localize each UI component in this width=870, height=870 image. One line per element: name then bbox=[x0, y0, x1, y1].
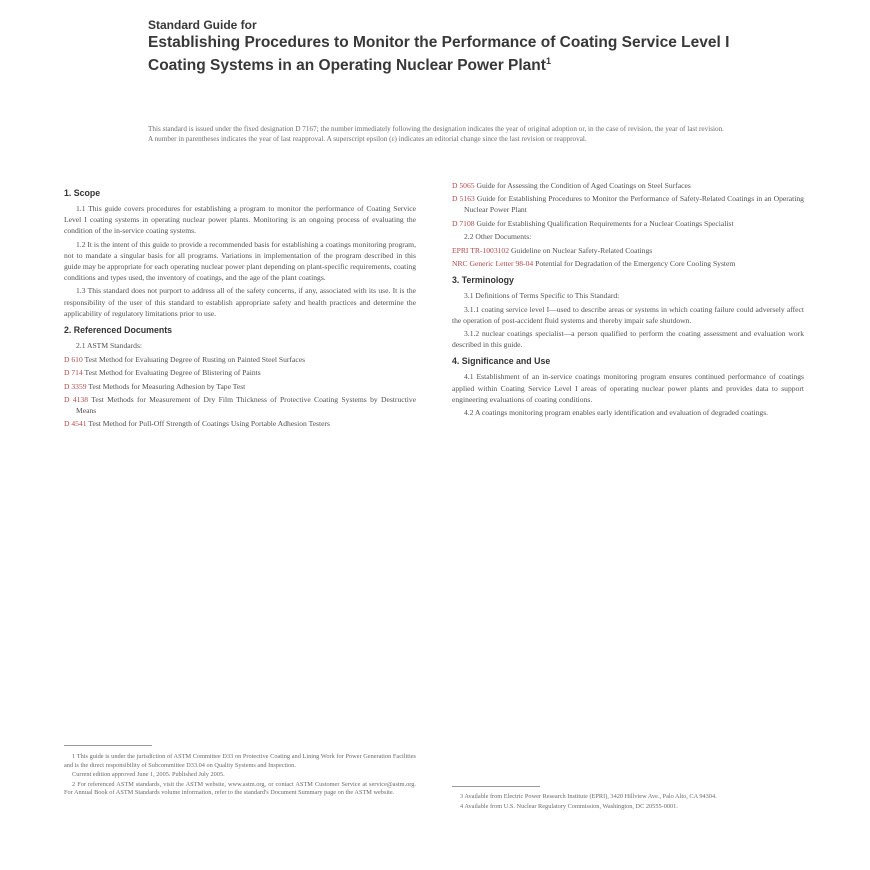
reference-item bbox=[64, 394, 416, 416]
reference-code[interactable]: D 5163 bbox=[452, 194, 475, 204]
document-title bbox=[148, 34, 748, 75]
scope-paragraph: 1.2 It is the intent of this guide to provide a recommended basis for establishing a coatings monitoring program, not to mandate a singular basis for all programs. Variations in implementation of the program described in this guide may be appropriate for each operating nuclear power plant depending on plant-specific requirements, coating conditions and types used, the inventory of coatings, and the age of the plant coatings. bbox=[64, 239, 416, 283]
left-footnotes bbox=[64, 753, 416, 799]
reference-code[interactable]: D 3359 bbox=[64, 381, 87, 391]
reference-title: Guide for Assessing the Condition of Aged Coatings on Steel Surfaces bbox=[476, 181, 691, 190]
right-column bbox=[452, 180, 804, 420]
reference-code[interactable]: D 7108 bbox=[452, 218, 475, 228]
reference-title: Test Method for Evaluating Degree of Blistering of Paints bbox=[84, 368, 261, 378]
reference-item bbox=[452, 245, 804, 256]
reference-code[interactable]: D 610 bbox=[64, 355, 83, 365]
significance-paragraph: 4.1 Establishment of an in-service coatings monitoring program ensures continued performance of coatings applied within Coating Service Level I areas of operating nuclear power plants and provides data to support engineering evaluations of coating conditions. bbox=[452, 372, 804, 404]
right-footnotes bbox=[452, 793, 804, 812]
footnote: 2 For referenced ASTM standards, visit the ASTM website, www.astm.org, or contact ASTM Customer Service at service@astm.org. For Annual Book of ASTM Standards volume information, refer to the standard's Document Summary page on the ASTM website. bbox=[64, 780, 416, 797]
reference-item bbox=[452, 218, 804, 229]
reference-title: Guide for Establishing Qualification Requirements for a Nuclear Coatings Specialist bbox=[476, 218, 734, 228]
footnote: 4 Available from U.S. Nuclear Regulatory Commission, Washington, DC 20555-0001. bbox=[460, 802, 678, 810]
reference-code[interactable]: D 4138 bbox=[64, 394, 89, 404]
reference-item bbox=[452, 180, 804, 191]
reference-code[interactable]: D 5065 bbox=[452, 181, 475, 190]
reference-code[interactable]: D 4541 bbox=[64, 419, 87, 429]
reference-item bbox=[452, 193, 804, 215]
reference-code[interactable]: D 714 bbox=[64, 368, 83, 378]
referenced-documents-heading: 2. Referenced Documents bbox=[64, 325, 173, 336]
footnote: Current edition approved June 1, 2005. Published July 2005. bbox=[72, 771, 225, 779]
reference-code[interactable]: EPRI TR-1003102 bbox=[452, 246, 510, 256]
title-footnote-mark: 1 bbox=[545, 56, 551, 66]
scope-paragraph: 1.3 This standard does not purport to address all of the safety concerns, if any, associated with its use. It is the responsibility of the user of this standard to establish appropriate safety and health practices and determine the applicability of regulatory limitations prior to use. bbox=[64, 286, 416, 318]
terminology-heading: 3. Terminology bbox=[452, 275, 514, 286]
reference-item bbox=[64, 367, 416, 378]
reference-code[interactable]: NRC Generic Letter 98-04 bbox=[452, 259, 534, 269]
title-text: Establishing Procedures to Monitor the Performance of Coating Service Level I Coating Systems in an Operating Nuclear Power Plant bbox=[148, 34, 730, 75]
reference-title: Guide for Establishing Procedures to Monitor the Performance of Safety-Related Coatings in an Operating Nuclear Power Plant bbox=[464, 194, 804, 215]
designation-note: This standard is issued under the fixed designation D 7167; the number immediately following the designation indicates the year of original adoption or, in the case of revision, the year of last revision. A number in parentheses indicates the year of last reapproval. A superscript epsilon (ε) indicates an editorial change since the last revision or reapproval. bbox=[148, 125, 724, 143]
terminology-paragraph: 3.1.2 nuclear coatings specialist—a person qualified to perform the coating assessment and evaluation work described in this guide. bbox=[452, 329, 804, 350]
footnote: 1 This guide is under the jurisdiction of ASTM Committee D33 on Protective Coating and Lining Work for Power Generation Facilities and is the direct responsibility of Subcommittee D33.04 on Quality Systems and Inspection. bbox=[64, 753, 416, 769]
footnote: 3 Available from Electric Power Research Institute (EPRI), 3420 Hillview Ave., Palo Alto, CA 94304. bbox=[460, 793, 717, 800]
reference-item bbox=[64, 418, 416, 429]
reference-item bbox=[64, 354, 416, 365]
left-column bbox=[64, 182, 416, 431]
standard-guide-label: Standard Guide for bbox=[148, 18, 257, 32]
reference-title: Test Method for Evaluating Degree of Rusting on Painted Steel Surfaces bbox=[84, 355, 306, 365]
reference-title: Potential for Degradation of the Emergency Core Cooling System bbox=[535, 259, 736, 269]
other-documents-label: 2.2 Other Documents: bbox=[464, 231, 532, 241]
reference-title: Test Methods for Measuring Adhesion by Tape Test bbox=[88, 381, 246, 391]
document-header bbox=[148, 18, 748, 75]
reference-title: Guideline on Nuclear Safety-Related Coatings bbox=[510, 246, 653, 256]
significance-heading: 4. Significance and Use bbox=[452, 356, 551, 367]
footnote-divider bbox=[64, 745, 152, 746]
scope-heading: 1. Scope bbox=[64, 188, 101, 198]
reference-item bbox=[452, 258, 804, 269]
terminology-paragraph: 3.1.1 coating service level I—used to describe areas or systems in which coating failure could adversely affect the operation of post-accident fluid systems and thereby impair safe shutdown. bbox=[452, 304, 804, 325]
reference-title: Test Method for Pull-Off Strength of Coatings Using Portable Adhesion Testers bbox=[88, 419, 330, 429]
reference-title: Test Methods for Measurement of Dry Film Thickness of Protective Coating Systems by Destructive Means bbox=[76, 394, 417, 416]
astm-standards-label: 2.1 ASTM Standards: bbox=[76, 341, 143, 351]
scope-paragraph: 1.1 This guide covers procedures for establishing a program to monitor the performance of Coating Service Level I coating systems in operating nuclear power plants. Monitoring is an ongoing process of evaluating the condition of the in-service coating systems. bbox=[64, 204, 416, 236]
significance-paragraph: 4.2 A coatings monitoring program enables early identification and evaluation of degraded coatings. bbox=[464, 408, 769, 418]
footnote-divider bbox=[452, 786, 540, 787]
terminology-paragraph: 3.1 Definitions of Terms Specific to This Standard: bbox=[464, 291, 620, 301]
reference-item bbox=[64, 381, 416, 392]
